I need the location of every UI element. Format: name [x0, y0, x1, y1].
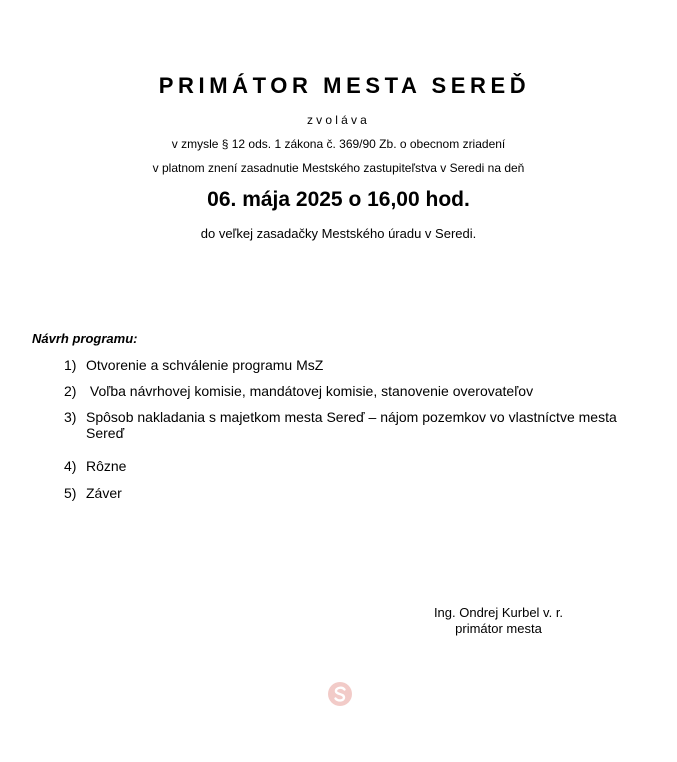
sered-logo-icon: [327, 681, 353, 707]
agenda-item-text: Spôsob nakladania s majetkom mesta Sereď – nájom pozemkov vo vlastníctve mesta Sereď: [86, 409, 617, 441]
agenda-item-number: 2): [64, 383, 77, 399]
session-location: do veľkej zasadačky Mestského úradu v Seredi.: [200, 226, 477, 241]
legal-basis-text: v zmysle § 12 ods. 1 zákona č. 369/90 Zb. o obecnom zriadení: [171, 137, 506, 151]
program-heading: Návrh programu:: [32, 331, 138, 346]
convenes-text: zvoláva: [306, 113, 371, 127]
agenda-item-number: 3): [64, 409, 77, 425]
agenda-item-number: 5): [64, 485, 77, 501]
session-date-time: 06. mája 2025 o 16,00 hod.: [207, 188, 470, 211]
page-title: PRIMÁTOR MESTA SEREĎ: [158, 73, 531, 98]
agenda-item-text: Voľba návrhovej komisie, mandátovej komisie, stanovenie overovateľov: [86, 383, 534, 399]
agenda-item-number: 1): [64, 357, 77, 373]
session-text: v platnom znení zasadnutie Mestského zastupiteľstva v Seredi na deň: [152, 161, 525, 175]
agenda-item-text: Záver: [86, 485, 122, 501]
signatory-role: primátor mesta: [455, 621, 542, 636]
agenda-item-number: 4): [64, 458, 77, 474]
agenda-item-text: Otvorenie a schválenie programu MsZ: [86, 357, 324, 373]
agenda-item-text: Rôzne: [86, 458, 127, 474]
signatory-name: Ing. Ondrej Kurbel v. r.: [433, 605, 564, 620]
